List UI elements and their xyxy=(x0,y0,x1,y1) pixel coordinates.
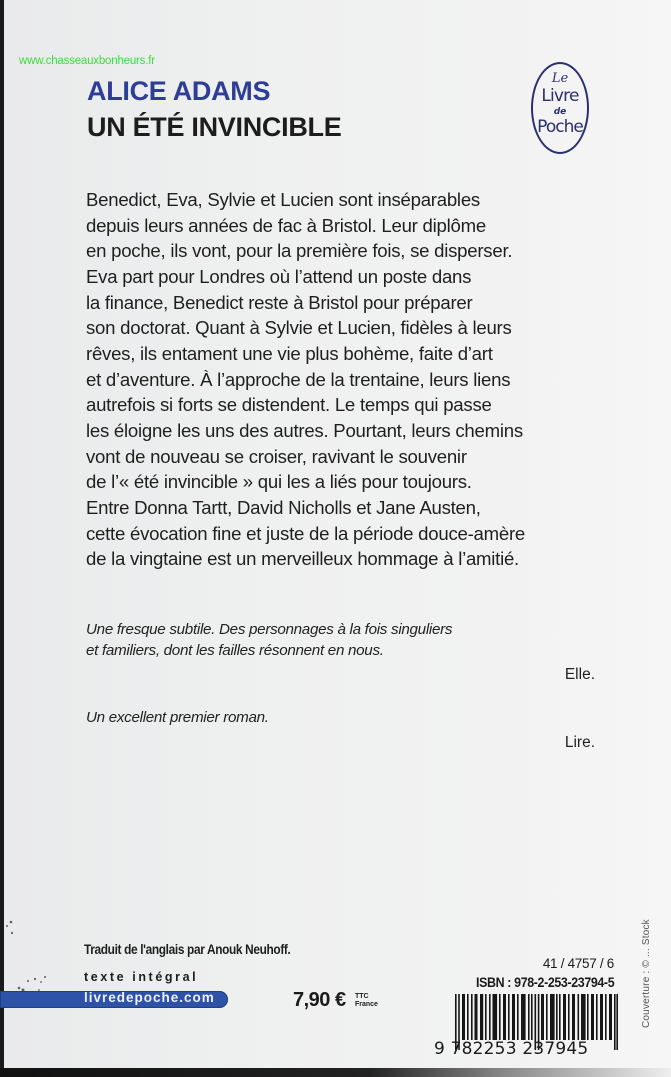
barcode-digits: 9 782253 237945 xyxy=(434,1039,589,1059)
summary-line: rêves, ils entament une vie plus bohème, faite d’art xyxy=(86,342,493,364)
summary-line: de l’« été invincible » qui les a liés pour toujours. xyxy=(86,471,472,493)
review-source-elle: Elle. xyxy=(564,666,595,683)
isbn: ISBN : 978-2-253-23794-5 xyxy=(475,975,614,990)
catalog-code: 41 / 4757 / 6 xyxy=(542,956,614,971)
logo-text-poche: Poche xyxy=(537,117,583,137)
summary-line: Benedict, Eva, Sylvie et Lucien sont inséparables xyxy=(86,189,480,210)
summary-line: son doctorat. Quant à Sylvie et Lucien, fidèles à leurs xyxy=(86,317,512,339)
review-source-lire: Lire. xyxy=(564,734,595,751)
review-line: et familiers, dont les failles résonnent en nous. xyxy=(86,641,384,659)
scan-edge-shadow xyxy=(0,1068,671,1077)
translator-credit: Traduit de l'anglais par Anouk Neuhoff. xyxy=(84,942,291,957)
summary-line: de la vingtaine est un merveilleux hommage à l’amitié. xyxy=(86,548,519,570)
logo-text-de: de xyxy=(553,107,567,117)
logo-text-livre: Livre xyxy=(541,86,579,106)
price-note-ttc: TTC xyxy=(355,993,369,1000)
summary-line: et d’aventure. À l’approche de la trentaine, leurs liens xyxy=(86,368,511,390)
cover-credit: Couverture : © ... Stock xyxy=(641,919,652,1028)
price-note xyxy=(355,993,378,1008)
logo-text-le: Le xyxy=(551,71,569,86)
book-author: ALICE ADAMS xyxy=(87,76,271,106)
price-note-france: France xyxy=(355,1000,378,1008)
publisher-website-link[interactable]: livredepoche.com xyxy=(84,990,215,1005)
summary-line: cette évocation fine et juste de la période douce-amère xyxy=(86,522,525,544)
summary-line: Eva part pour Londres où l’attend un poste dans xyxy=(86,265,472,287)
review-quote-elle xyxy=(86,620,606,661)
review-quote-lire xyxy=(86,708,606,729)
summary-line: vont de nouveau se croiser, ravivant le souvenir xyxy=(86,445,467,467)
review-line: Une fresque subtile. Des personnages à la fois singuliers xyxy=(86,621,453,638)
summary-line: en poche, ils vont, pour la première fois, se disperser. xyxy=(86,240,513,262)
summary-line: la finance, Benedict reste à Bristol pour préparer xyxy=(86,291,473,313)
watermark-url[interactable]: www.chasseauxbonheurs.fr xyxy=(19,55,155,67)
summary-line: les éloigne les uns des autres. Pourtant, leurs chemins xyxy=(86,419,523,441)
edition-label: texte intégral xyxy=(84,970,199,984)
summary-line: Entre Donna Tartt, David Nicholls et Jane Austen, xyxy=(86,496,481,518)
review-line: Un excellent premier roman. xyxy=(86,709,269,726)
book-title: UN ÉTÉ INVINCIBLE xyxy=(87,112,342,142)
publisher-logo xyxy=(531,62,589,154)
price: 7,90 € xyxy=(293,989,346,1011)
summary-line: autrefois si forts se distendent. Le temps qui passe xyxy=(86,394,492,416)
summary-line: depuis leurs années de fac à Bristol. Leur diplôme xyxy=(86,214,486,236)
book-summary xyxy=(86,187,626,572)
